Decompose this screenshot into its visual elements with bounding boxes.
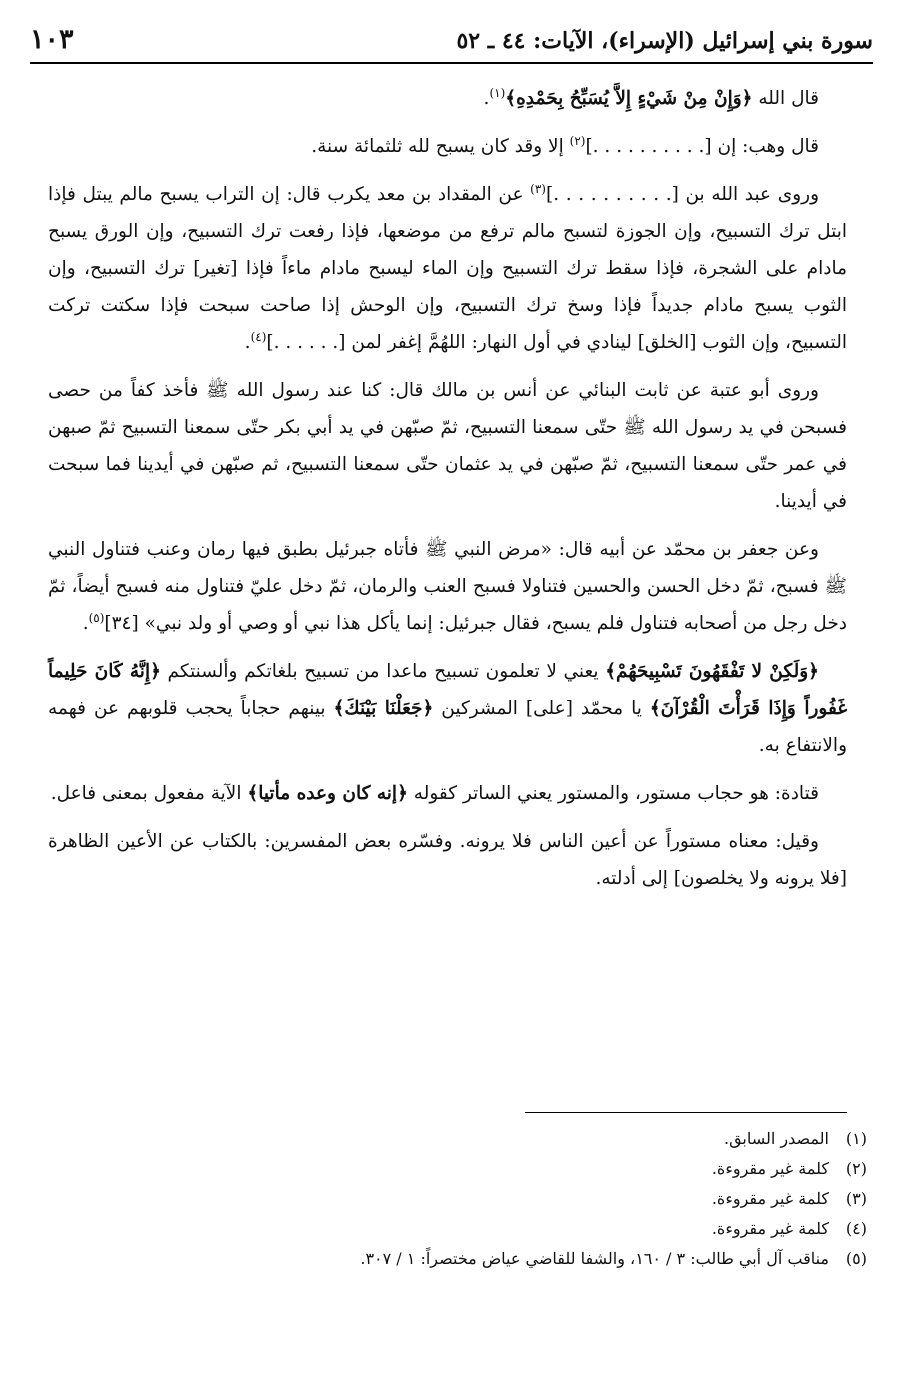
paragraph-2 bbox=[48, 128, 847, 165]
page-header bbox=[30, 24, 873, 60]
paragraph-5 bbox=[48, 531, 847, 642]
text: قال وهب: إن [. . . . . . . . . .] bbox=[585, 136, 819, 157]
paragraph-7 bbox=[48, 775, 847, 812]
footnote bbox=[60, 1214, 867, 1244]
text: قتادة: هو حجاب مستور، والمستور يعني الساتر كقوله bbox=[407, 783, 819, 804]
text: إلا وقد كان يسبح لله ثلثمائة سنة. bbox=[311, 136, 570, 157]
quran-quote: ﴿وَلَكِنْ لا تَفْقَهُونَ تَسْبِيحَهُمْ﴾ bbox=[605, 661, 819, 682]
quran-quote: ﴿جَعَلْنَا بَيْنَكَ﴾ bbox=[333, 698, 434, 719]
footnote-text: كلمة غير مقروءة. bbox=[711, 1159, 829, 1178]
header-rule bbox=[30, 62, 873, 64]
footnote-number: (١) bbox=[845, 1129, 867, 1148]
paragraph-4: وروى أبو عتبة عن ثابت البنائي عن أنس بن مالك قال: كنا عند رسول الله ﷺ فأخذ كفاً من حصى فسبحن في يد رسول الله ﷺ حتّى سمعنا التسبيح، ثمّ صبّهن في يد أبي بكر حتّى سمعنا التسبيح ثمّ صبهن في عمر حتّى سمعنا التسبيح، ثمّ صبّهن في يد عثمان حتّى سمعنا التسبيح، ثم صبّهن في أيدينا فما سبحت في أيدينا. bbox=[48, 380, 847, 512]
footnotes bbox=[60, 1124, 867, 1274]
footnote-text: المصدر السابق. bbox=[723, 1129, 829, 1148]
quran-quote: ﴿إنه كان وعده مأتيا﴾ bbox=[247, 783, 408, 804]
page-body bbox=[48, 80, 847, 908]
text: وعن جعفر بن محمّد عن أبيه قال: «مرض النبي ﷺ فأتاه جبرئيل بطبق فيها رمان وعنب فتناول النبي ﷺ فسبح، ثمّ دخل الحسن والحسين فتناولا فسبح العنب والرمان، ثمّ دخل عليّ فتناول منه فسبح أيضاً، ثمّ دخل رجل من أصحابه فتناول فلم يسبح، فقال جبرئيل: إنما يأكل هذا نبي أو وصي أو ولد نبي» [٣٤] bbox=[48, 539, 847, 634]
quran-quote: ﴿إِنَّهُ كَانَ حَلِيماً غَفُوراً وَإِذَا قَرَأْتَ الْقُرْآنَ﴾ bbox=[48, 661, 848, 719]
footnote bbox=[60, 1124, 867, 1154]
footnote-ref-5: (٥) bbox=[88, 610, 105, 625]
footnote bbox=[60, 1154, 867, 1184]
text: . bbox=[483, 88, 490, 109]
quran-quote: ﴿وَإِنْ مِنْ شَيْءٍ إِلاَّ يُسَبِّحُ بِحَمْدِهِ﴾ bbox=[505, 88, 753, 109]
paragraph-8: وقيل: معناه مستوراً عن أعين الناس فلا يرونه. وفسّره بعض المفسرين: بالكتاب عن الأعين الظاهرة [فلا يرونه ولا يخلصون] إلى أدلته. bbox=[48, 831, 847, 889]
footnote-number: (٢) bbox=[845, 1159, 867, 1178]
footnote bbox=[60, 1184, 867, 1214]
footnote-text: كلمة غير مقروءة. bbox=[711, 1219, 829, 1238]
footnote-ref-2: (٢) bbox=[569, 133, 586, 148]
footnote-ref-1: (١) bbox=[489, 85, 506, 100]
footnote-number: (٤) bbox=[845, 1219, 867, 1238]
running-title: سورة بني إسرائيل (الإسراء)، الآيات: ٤٤ ـ ٥٢ bbox=[456, 28, 873, 54]
text: يا محمّد [على] المشركين bbox=[433, 698, 650, 719]
text: الآية مفعول بمعنى فاعل. bbox=[50, 783, 248, 804]
text: . bbox=[244, 332, 251, 353]
footnote-separator bbox=[525, 1112, 847, 1113]
text: وروى عبد الله بن [. . . . . . . . . .] bbox=[545, 184, 819, 205]
text: بينهم حجاباً يحجب قلوبهم عن فهمه والانتفاع به. bbox=[48, 698, 847, 756]
text: عن المقداد بن معد يكرب قال: إن التراب يسبح مالم يبتل فإذا ابتل ترك التسبيح، وإن الجوزة لتسبح مالم ترفع من موضعها، فإذا رفعت ترك التسبيح، وإن الورق يسبح مادام على الشجرة، فإذا سقط ترك التسبيح وإن الماء ليسبح مادام ماءاً فإذا [تغير] ترك التسبيح، وإن الثوب يسبح مادام جديداً فإذا وسخ ترك التسبيح، وإن الوحش إذا صاحت سبحت فإذا سكتت تركت التسبيح، وإن الثوب [الخلق] لينادي في أول النهار: اللهُمَّ إغفر لمن [. . . . . .] bbox=[48, 184, 847, 353]
paragraph-6 bbox=[48, 653, 847, 764]
footnote-text: مناقب آل أبي طالب: ٣ / ١٦٠، والشفا للقاضي عياض مختصراً: ١ / ٣٠٧. bbox=[360, 1249, 829, 1268]
footnote-number: (٣) bbox=[845, 1189, 867, 1208]
footnote-ref-3: (٣) bbox=[530, 181, 546, 196]
text: يعني لا تعلمون تسبيح ماعدا من تسبيح بلغاتكم وألسنتكم bbox=[160, 661, 606, 682]
paragraph-3 bbox=[48, 176, 847, 361]
footnote bbox=[60, 1244, 867, 1274]
text: قال الله bbox=[752, 88, 819, 109]
text: . bbox=[82, 613, 89, 634]
footnote-number: (٥) bbox=[845, 1249, 867, 1268]
footnote-text: كلمة غير مقروءة. bbox=[711, 1189, 829, 1208]
page-number: ١٠٣ bbox=[30, 24, 74, 55]
footnote-ref-4: (٤) bbox=[250, 329, 267, 344]
paragraph-1 bbox=[48, 80, 847, 117]
